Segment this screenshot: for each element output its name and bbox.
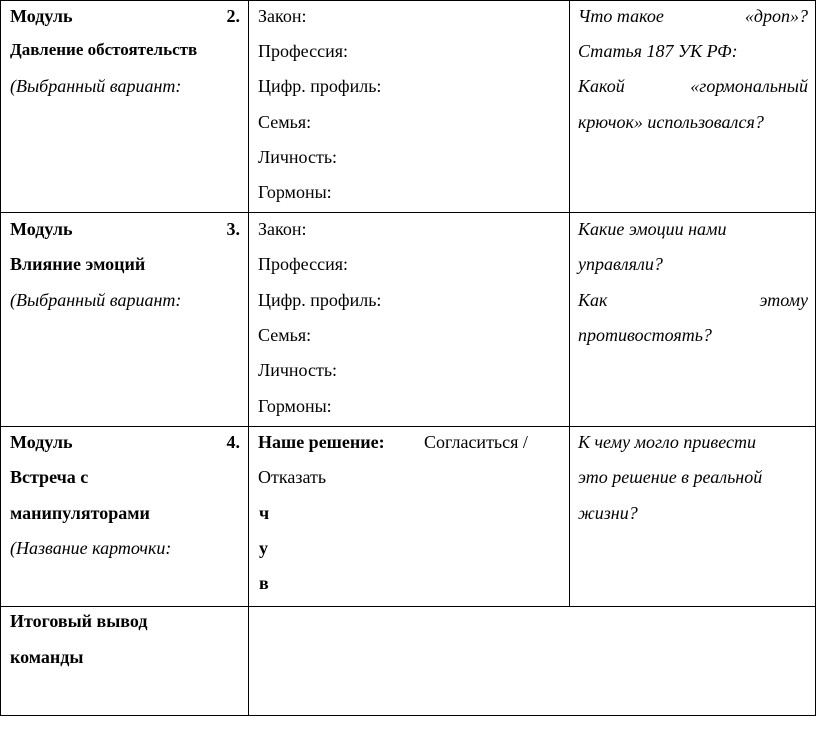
question-line: К чему могло привести [578, 432, 756, 452]
module-number: 2. [226, 6, 240, 26]
module-heading [10, 218, 240, 240]
field-law: Закон: [258, 6, 307, 26]
decision-option: Отказать [258, 467, 327, 487]
question-line: Какие эмоции нами [578, 219, 727, 239]
chosen-variant-hint: (Выбранный вариант: [10, 76, 182, 96]
question-line: Статья 187 УК РФ: [578, 41, 738, 61]
module-number: 3. [226, 219, 240, 239]
module-title: манипуляторами [10, 503, 150, 523]
field-profession: Профессия: [258, 254, 348, 274]
module-number: 4. [226, 432, 240, 452]
question-line: противостоять? [578, 325, 712, 345]
field-profession: Профессия: [258, 41, 348, 61]
field-personality: Личность: [258, 360, 338, 380]
question-line: крючок» использовался? [578, 112, 764, 132]
module-title: Встреча с [10, 467, 89, 487]
card-name-hint: (Название карточки: [10, 538, 172, 558]
vertical-letter: ч [259, 503, 270, 523]
question-line: Что такое «дроп»? [578, 6, 808, 26]
field-personality: Личность: [258, 147, 338, 167]
conclusion-title: команды [10, 647, 84, 667]
module-title: Влияние эмоций [10, 254, 146, 274]
module-label: Модуль [10, 219, 73, 239]
question-line: жизни? [578, 503, 638, 523]
field-hormones: Гормоны: [258, 182, 332, 202]
vertical-letter: в [259, 573, 269, 593]
field-digital-profile: Цифр. профиль: [258, 76, 382, 96]
field-digital-profile: Цифр. профиль: [258, 290, 382, 310]
field-hormones: Гормоны: [258, 396, 332, 416]
chosen-variant-hint: (Выбранный вариант: [10, 290, 182, 310]
question-line: это решение в реальной [578, 467, 763, 487]
field-family: Семья: [258, 112, 312, 132]
module-label: Модуль [10, 6, 73, 26]
decision-label: Наше решение: [258, 432, 385, 452]
question-line: управляли? [578, 254, 663, 274]
decision-option: Согласиться / [424, 432, 528, 452]
conclusion-title: Итоговый вывод [10, 611, 148, 631]
module-title: Давление обстоятельств [10, 40, 198, 59]
field-family: Семья: [258, 325, 312, 345]
question-line: Какой «гормональный [578, 76, 808, 96]
vertical-letter: у [259, 538, 268, 558]
module-heading [10, 5, 240, 27]
row-module-2 [0, 0, 816, 213]
conclusion-answer-area[interactable] [250, 608, 813, 714]
row-module-3 [0, 213, 816, 426]
row-team-conclusion [0, 607, 816, 716]
module-label: Модуль [10, 432, 73, 452]
row-module-4 [0, 427, 816, 607]
field-law: Закон: [258, 219, 307, 239]
module-heading [10, 431, 240, 453]
question-line: Как этому [578, 290, 808, 310]
